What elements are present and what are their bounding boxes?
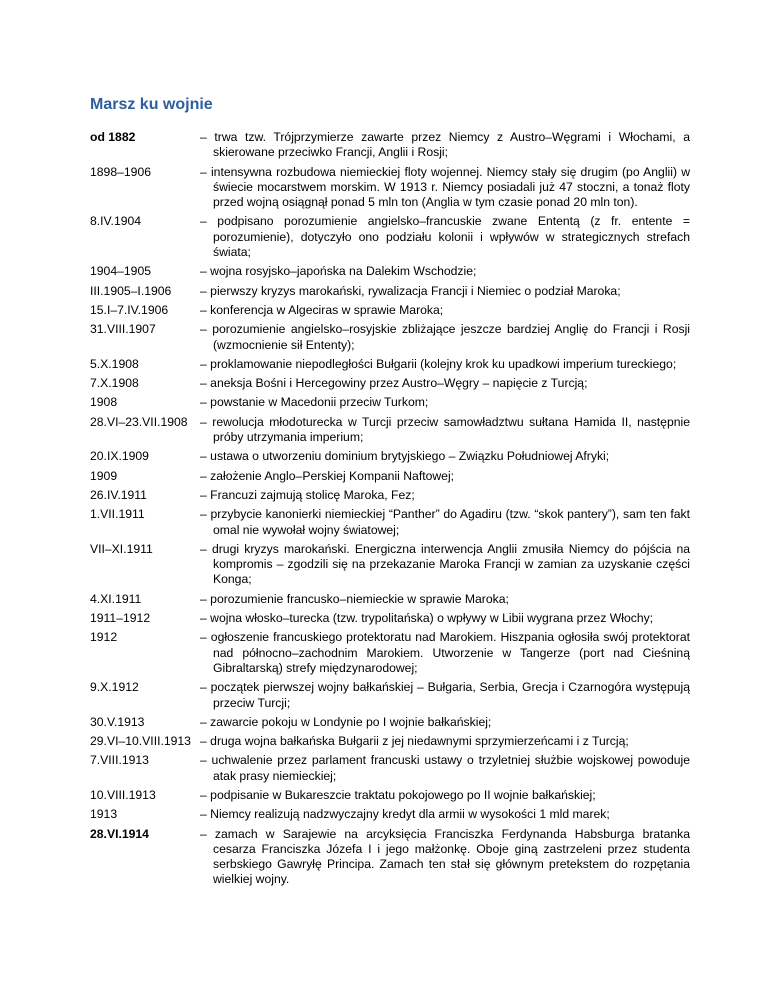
entry-date: 5.X.1908 [90,356,139,371]
entry-description: – Francuzi zajmują stolicę Maroka, Fez; [200,487,415,502]
timeline-entry [90,415,690,446]
entry-description: – podpisano porozumienie angielsko–francuskie zwane Ententą (z fr. entente = porozumienie), dotyczyło ono podziału kolonii i wpływów w strategicznych strefach świata; [200,214,690,260]
entry-description: – wojna włosko–turecka (tzw. trypolitańska) o wpływy w Libii wygrana przez Włochy; [200,611,654,626]
entry-date: 1911–1912 [90,611,151,626]
timeline-entry [90,130,690,161]
timeline-entry [90,507,690,538]
page-title: Marsz ku wojnie [90,96,213,113]
entry-description: – trwa tzw. Trójprzymierze zawarte przez Niemcy z Austro–Węgrami i Włochami, a skierowane przeciwko Francji, Anglii i Rosji; [200,130,690,160]
timeline-entry [90,680,690,711]
entry-date: 28.VI.1914 [90,826,149,841]
entry-date: 20.IX.1909 [90,449,149,464]
entry-date: 29.VI–10.VIII.1913 [90,734,191,749]
timeline-entry [90,303,690,318]
timeline-entry [90,788,690,803]
timeline-entry [90,264,690,279]
entry-description: – ogłoszenie francuskiego protektoratu nad Marokiem. Hiszpania ogłosiła swój protektorat nad północno–zachodnim Marokiem. Utworzenie w Tangerze (port nad Cieśniną Gibraltarską) strefy międzynarodowej; [200,630,690,675]
entry-description: – konferencja w Algeciras w sprawie Maroka; [200,302,444,317]
timeline-entry [90,469,690,484]
entry-date: od 1882 [90,130,136,144]
entry-description: – uchwalenie przez parlament francuski ustawy o trzyletniej służbie wojskowej powoduje atak prasy niemieckiej; [200,753,690,783]
entry-description: – drugi kryzys marokański. Energiczna interwencja Anglii zmusiła Niemcy do pójścia na kompromis – zgodzili się na przekazanie Maroka Francji w zamian za uzyskanie części Konga; [200,541,690,587]
entry-date: 10.VIII.1913 [90,787,156,802]
timeline-entry [90,734,690,749]
entry-description: – ustawa o utworzeniu dominium brytyjskiego – Związku Południowej Afryki; [200,449,610,464]
timeline-entry [90,449,690,464]
timeline-entry [90,630,690,676]
entry-date: 1898–1906 [90,164,152,179]
entry-date: 1912 [90,630,118,645]
entry-description: – zawarcie pokoju w Londynie po I wojnie bałkańskiej; [200,714,492,729]
entry-description: – Niemcy realizują nadzwyczajny kredyt dla armii w wysokości 1 mld marek; [200,807,610,822]
entry-date: 4.XI.1911 [90,591,142,606]
entry-description: – początek pierwszej wojny bałkańskiej – Bułgaria, Serbia, Grecja i Czarnogóra występują przeciw Turcji; [200,680,690,710]
entry-date: 1.VII.1911 [90,507,145,522]
entry-date: 8.IV.1904 [90,214,142,229]
entry-description: – rewolucja młodoturecka w Turcji przeciw samowładztwu sułtana Hamida II, następnie próby utrzymania imperium; [200,414,690,445]
entry-date: 26.IV.1911 [90,487,147,502]
timeline-entry [90,807,690,822]
timeline-entry [90,611,690,626]
timeline-entry [90,488,690,503]
entry-description: – proklamowanie niepodległości Bułgarii (kolejny krok ku upadkowi imperium tureckiego; [200,356,677,371]
entry-description: – druga wojna bałkańska Bułgarii z jej niedawnymi sprzymierzeńcami i z Turcją; [200,734,629,749]
timeline-entry [90,165,690,211]
entry-date: 9.X.1912 [90,680,139,695]
entry-description: – intensywna rozbudowa niemieckiej floty wojennej. Niemcy stały się drugim (po Anglii) w świecie mocarstwem morskim. W 1913 r. Niemcy posiadali już 47 stoczni, a tonaż floty przed wojną osiągnął ponad 5 mln ton (Anglia w tym czasie ponad 20 mln ton). [200,164,690,210]
entry-date: 7.VIII.1913 [90,753,149,768]
entry-date: VII–XI.1911 [90,541,153,556]
entry-date: 31.VIII.1907 [90,322,156,337]
entry-date: 1913 [90,807,118,822]
timeline-entry [90,284,690,299]
timeline-entry [90,753,690,784]
timeline-entry [90,395,690,410]
entry-description: – porozumienie francusko–niemieckie w sprawie Maroka; [200,591,509,606]
entry-description: – porozumienie angielsko–rosyjskie zbliżające jeszcze bardziej Anglię do Francji i Rosji (wzmocnienie sił Ententy); [200,322,690,352]
entry-date: 30.V.1913 [90,714,145,729]
entry-date: 15.I–7.IV.1906 [90,302,169,317]
entry-date: III.1905–I.1906 [90,283,172,298]
entry-description: – założenie Anglo–Perskiej Kompanii Naftowej; [200,468,455,483]
entry-date: 1908 [90,395,118,410]
timeline-entry [90,827,690,888]
timeline-entry [90,376,690,391]
timeline-entry [90,542,690,588]
entry-description: – podpisanie w Bukareszcie traktatu pokojowego po II wojnie bałkańskiej; [200,787,596,802]
timeline-entry [90,715,690,730]
entry-date: 1904–1905 [90,264,152,279]
entry-description: – zamach w Sarajewie na arcyksięcia Franciszka Ferdynanda Habsburga bratanka cesarza Franciszka Józefa I i jego małżonkę. Oboje giną zastrzeleni przez studenta serbskiego Gawryłę Principa. Zamach ten stał się głównym pretekstem do rozpętania wielkiej wojny. [200,826,690,887]
entry-date: 1909 [90,468,118,483]
timeline-list [90,130,690,892]
timeline-entry [90,214,690,260]
entry-date: 28.VI–23.VII.1908 [90,414,188,429]
timeline-entry [90,592,690,607]
entry-date: 7.X.1908 [90,376,139,391]
timeline-entry [90,322,690,353]
entry-description: – przybycie kanonierki niemieckiej “Panther” do Agadiru (tzw. “skok pantery”), sam ten fakt omal nie wywołał wojny światowej; [200,507,690,537]
entry-description: – wojna rosyjsko–japońska na Dalekim Wschodzie; [200,264,477,279]
timeline-entry [90,357,690,372]
entry-description: – pierwszy kryzys marokański, rywalizacja Francji i Niemiec o podział Maroka; [200,283,621,298]
entry-description: – powstanie w Macedonii przeciw Turkom; [200,395,429,410]
entry-description: – aneksja Bośni i Hercegowiny przez Austro–Węgry – napięcie z Turcją; [200,376,588,391]
